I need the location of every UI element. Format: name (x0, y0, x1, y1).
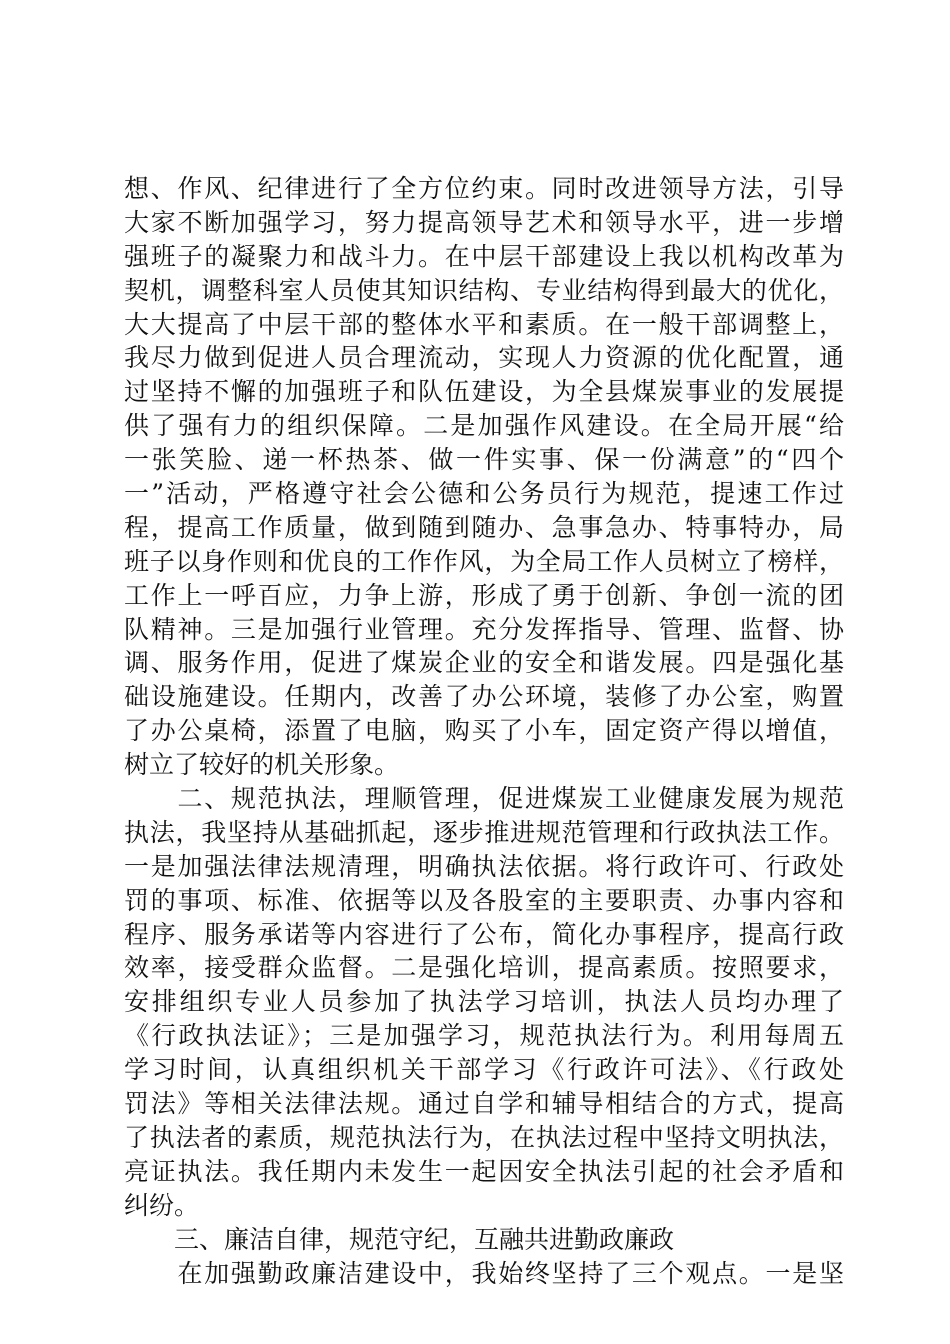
text-line: 了办公桌椅，添置了电脑，购买了小车，固定资产得以增值， (124, 716, 844, 746)
text-line: 一张笑脸、递一杯热茶、做一件实事、保一份满意”的“四个 (124, 445, 844, 475)
text-line: 过坚持不懈的加强班子和队伍建设，为全县煤炭事业的发展提 (124, 377, 844, 407)
text-line: 强班子的凝聚力和战斗力。在中层干部建设上我以机构改革为 (124, 241, 844, 271)
text-line: 执法，我坚持从基础抓起，逐步推进规范管理和行政执法工作。 (124, 817, 844, 847)
paragraph-end-line: 树立了较好的机关形象。 (124, 750, 400, 780)
text-line: 工作上一呼百应，力争上游，形成了勇于创新、争创一流的团 (124, 580, 844, 610)
text-line: 罚的事项、标准、依据等以及各股室的主要职责、办事内容和 (124, 885, 844, 915)
text-line: 《行政执法证》；三是加强学习，规范执法行为。利用每周五 (124, 1021, 844, 1051)
text-line: 一”活动，严格遵守社会公德和公务员行为规范，提速工作过 (124, 479, 844, 509)
text-line: 我尽力做到促进人员合理流动，实现人力资源的优化配置，通 (124, 343, 844, 373)
body-text (124, 172, 844, 1290)
text-line: 亮证执法。我任期内未发生一起因安全执法引起的社会矛盾和 (124, 1156, 844, 1186)
text-line: 在加强勤政廉洁建设中，我始终坚持了三个观点。一是坚 (124, 1258, 844, 1288)
text-line: 调、服务作用，促进了煤炭企业的安全和谐发展。四是强化基 (124, 648, 844, 678)
text-line: 罚法》等相关法律法规。通过自学和辅导相结合的方式，提高 (124, 1089, 844, 1119)
text-line: 大大提高了中层干部的整体水平和素质。在一般干部调整上， (124, 309, 844, 339)
paragraph-end-line: 纠纷。 (124, 1190, 200, 1220)
text-line: 学习时间，认真组织机关干部学习《行政许可法》、《行政处 (124, 1055, 844, 1085)
text-line: 了执法者的素质，规范执法行为，在执法过程中坚持文明执法， (124, 1122, 844, 1152)
text-line: 程序、服务承诺等内容进行了公布，简化办事程序，提高行政 (124, 919, 844, 949)
text-line: 一是加强法律法规清理，明确执法依据。将行政许可、行政处 (124, 851, 844, 881)
text-line: 大家不断加强学习，努力提高领导艺术和领导水平，进一步增 (124, 207, 844, 237)
section-heading-line: 二、规范执法，理顺管理，促进煤炭工业健康发展为规范 (124, 784, 844, 814)
text-line: 供了强有力的组织保障。二是加强作风建设。在全局开展“给 (124, 411, 844, 441)
text-line: 契机，调整科室人员使其知识结构、专业结构得到最大的优化， (124, 275, 844, 305)
text-line: 程，提高工作质量，做到随到随办、急事急办、特事特办，局 (124, 512, 844, 542)
text-line: 础设施建设。任期内，改善了办公环境，装修了办公室，购置 (124, 682, 844, 712)
text-line: 想、作风、纪律进行了全方位约束。同时改进领导方法，引导 (124, 174, 844, 203)
section-heading: 三、廉洁自律，规范守纪，互融共进勤政廉政 (124, 1224, 675, 1254)
text-line: 安排组织专业人员参加了执法学习培训，执法人员均办理了 (124, 987, 844, 1017)
text-line: 队精神。三是加强行业管理。充分发挥指导、管理、监督、协 (124, 614, 844, 644)
text-line: 班子以身作则和优良的工作作风，为全局工作人员树立了榜样， (124, 546, 844, 576)
text-line: 效率，接受群众监督。二是强化培训，提高素质。按照要求， (124, 953, 844, 983)
